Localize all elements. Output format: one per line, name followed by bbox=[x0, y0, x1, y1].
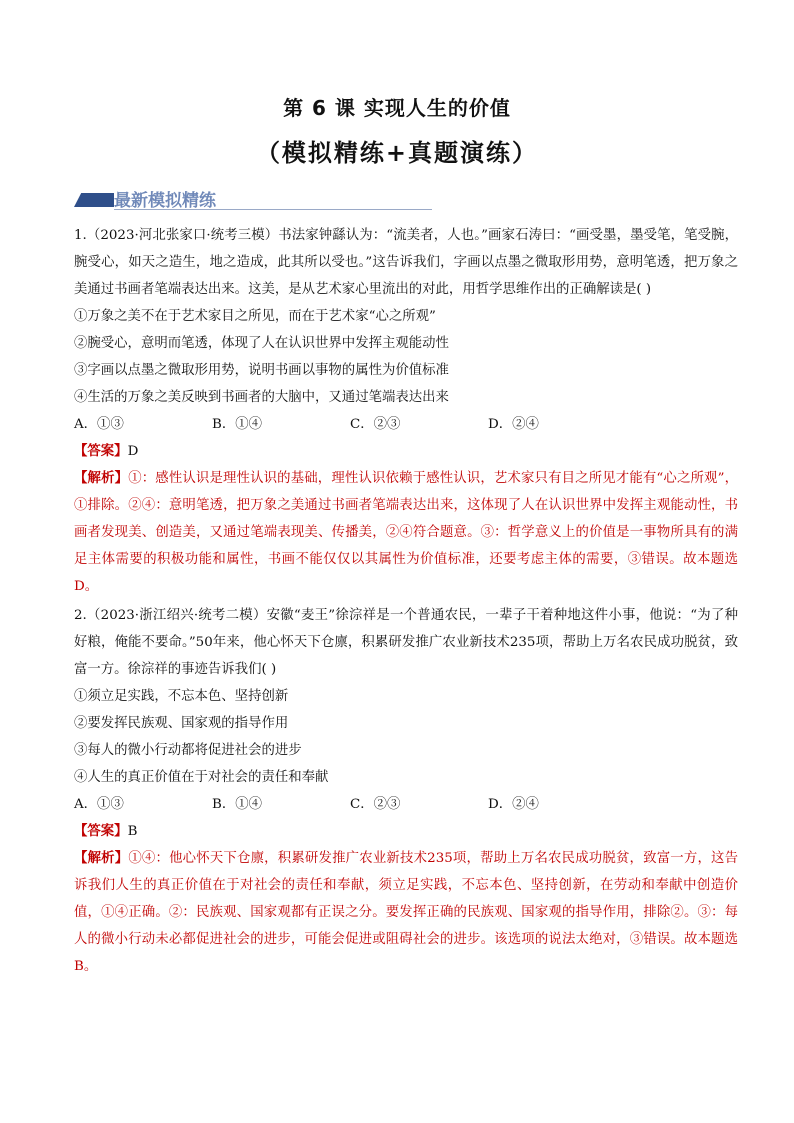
option-c: C．②③ bbox=[350, 417, 401, 432]
answer-value: B bbox=[127, 824, 138, 839]
option-d: D．②④ bbox=[488, 797, 539, 812]
page-title: 第 6 课 实现人生的价值 bbox=[283, 96, 511, 120]
answer-value: D bbox=[127, 444, 139, 459]
analysis-text: ①④：他心怀天下仓廪，积累研发推广农业新技术235项，帮助上万名农民成功脱贫，致富一方，这告诉我们人生的真正价值在于对社会的责任和奉献，须立足实践，不忘本色、坚持创新，在劳动和奉献中创造价值，①④正确。②：民族观、国家观都有正误之分。要发挥正确的民族观、国家观的指导作用，排除②。③：每人的微小行动未必都促进社会的进步，可能会促进或阻碍社会的进步。该选项的说法太绝对，③错误。故本题选B。 bbox=[74, 851, 739, 974]
question-stem: 2.（2023·浙江绍兴·统考二模）安徽“麦王”徐淙祥是一个普通农民，一辈子干着种地这件小事，他说：“为了种好粮，俺能不要命。”50年来，他心怀天下仓廪，积累研发推广农业新技术235项，帮助上万名农民成功脱贫，致富一方。徐淙祥的事迹告诉我们( ) bbox=[74, 608, 738, 677]
page-subtitle: （模拟精练+真题演练） bbox=[255, 139, 539, 167]
option-a: A．①③ bbox=[74, 797, 124, 812]
statement: ③字画以点墨之微取形用势，说明书画以事物的属性为价值标准 bbox=[74, 363, 449, 378]
statement: ④人生的真正价值在于对社会的责任和奉献 bbox=[74, 770, 329, 785]
section-header bbox=[74, 186, 432, 210]
statement: ③每人的微小行动都将促进社会的进步 bbox=[74, 743, 302, 758]
option-a: A．①③ bbox=[74, 417, 124, 432]
option-row bbox=[74, 411, 738, 438]
analysis-paragraph bbox=[74, 465, 738, 600]
statement: ②要发挥民族观、国家观的指导作用 bbox=[74, 716, 289, 731]
statement: ②腕受心，意明而笔透，体现了人在认识世界中发挥主观能动性 bbox=[74, 336, 449, 351]
section-title: 最新模拟精练 bbox=[114, 191, 216, 211]
option-b: B．①④ bbox=[212, 797, 263, 812]
question-stem: 1.（2023·河北张家口·统考三模）书法家钟繇认为：“流美者，人也。”画家石涛曰：“画受墨，墨受笔，笔受腕，腕受心，如天之造生，地之造成，此其所以受也。”这告诉我们，字画以点墨之微取形用势，意明笔透，把万象之美通过书画者笔端表达出来。这美，是从艺术家心里流出的对此，用哲学思维作出的正确解读是( ) bbox=[74, 228, 738, 297]
section-underline bbox=[114, 209, 432, 210]
answer-label: 【答案】 bbox=[74, 444, 128, 459]
analysis-text: ①：感性认识是理性认识的基础，理性认识依赖于感性认识，艺术家只有目之所见才能有“心之所观”，①排除。②④：意明笔透，把万象之美通过书画者笔端表达出来，这体现了人在认识世界中发挥主观能动性，书画者发现美、创造美，又通过笔端表现美、传播美，②④符合题意。③：哲学意义上的价值是一事物所具有的满足主体需要的积极功能和属性，书画不能仅仅以其属性为价值标准，还要考虑主体的需要，③错误。故本题选D。 bbox=[74, 471, 738, 594]
option-c: C．②③ bbox=[350, 797, 401, 812]
analysis-label: 【解析】 bbox=[74, 471, 129, 486]
analysis-paragraph bbox=[74, 845, 738, 980]
answer-label: 【答案】 bbox=[74, 824, 128, 839]
question-2 bbox=[74, 602, 738, 980]
analysis-label: 【解析】 bbox=[74, 851, 129, 866]
option-row bbox=[74, 791, 738, 818]
answer-line bbox=[74, 438, 738, 465]
section-bar-decoration bbox=[74, 193, 114, 207]
answer-line bbox=[74, 818, 738, 845]
question-list bbox=[74, 222, 738, 980]
option-b: B．①④ bbox=[212, 417, 263, 432]
option-d: D．②④ bbox=[488, 417, 539, 432]
statement: ①须立足实践，不忘本色、坚持创新 bbox=[74, 689, 289, 704]
statement: ④生活的万象之美反映到书画者的大脑中，又通过笔端表达出来 bbox=[74, 390, 449, 405]
question-1 bbox=[74, 222, 738, 600]
statement: ①万象之美不在于艺术家目之所见，而在于艺术家“心之所观” bbox=[74, 309, 436, 324]
